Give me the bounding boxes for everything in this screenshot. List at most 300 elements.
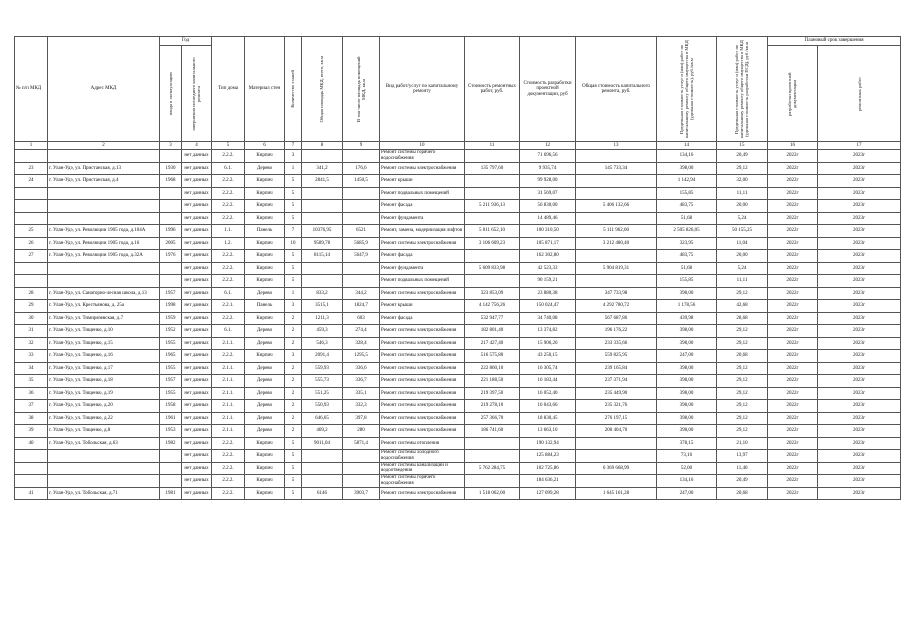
cell-work-type: Ремонт фундамента — [380, 212, 465, 225]
cell-total-area — [302, 187, 343, 200]
cell-limit-cost-design: 20,68 — [717, 350, 768, 363]
cell-work-type: Ремонт системы электроснабжения — [380, 350, 465, 363]
cell-wall-material: Дерево — [245, 387, 285, 400]
cell-year-built: 1981 — [160, 487, 182, 500]
cell-address — [48, 475, 160, 488]
cell-year-built: 1959 — [160, 312, 182, 325]
cell-year-repair: нет данных — [182, 212, 212, 225]
cell-total-area — [302, 450, 343, 463]
col-year-built-header: ввода в эксплуатацию — [160, 46, 182, 142]
cell-year-built: 1955 — [160, 362, 182, 375]
cell-plan-design: 2022г — [768, 475, 818, 488]
cell-cost-works: 5 762 284,75 — [465, 462, 520, 475]
cell-plan-design: 2022г — [768, 225, 818, 238]
cell-total-cost: 239 165,84 — [576, 362, 657, 375]
cell-house-type: 2.1.1. — [212, 387, 245, 400]
table-row — [15, 275, 901, 288]
cell-address: г. Улан-Удэ, ул. Тищенко, д.20 — [48, 400, 160, 413]
cell-year-repair: нет данных — [182, 262, 212, 275]
col-year-group-header: Год — [160, 37, 212, 46]
cell-cost-design: 102 725,86 — [520, 462, 576, 475]
cell-total-area: 1211,3 — [302, 312, 343, 325]
cell-limit-cost: 1 178,56 — [657, 300, 717, 313]
cell-floors: 5 — [285, 437, 302, 450]
cell-house-type: 2.2.2. — [212, 187, 245, 200]
cell-address: г. Улан-Удэ, ул. Тимирязевская, д.7 — [48, 312, 160, 325]
cell-plan-works: 2023г — [818, 312, 901, 325]
cell-cost-works: 516 575,80 — [465, 350, 520, 363]
col-number: 9 — [343, 142, 380, 150]
cell-cost-works: 221 188,50 — [465, 375, 520, 388]
cell-total-area — [302, 462, 343, 475]
cell-year-built: 1930 — [160, 162, 182, 175]
cell-floors: 5 — [285, 487, 302, 500]
cell-row-number: 29 — [15, 300, 48, 313]
cell-living-area — [343, 475, 380, 488]
cell-limit-cost: 398,00 — [657, 412, 717, 425]
cell-plan-works: 2023г — [818, 287, 901, 300]
table-row — [15, 300, 901, 313]
cell-year-repair: нет данных — [182, 425, 212, 438]
cell-cost-design: 190 132,94 — [520, 437, 576, 450]
table-row — [15, 400, 901, 413]
cell-year-built — [160, 200, 182, 213]
cell-work-type: Ремонт фасада — [380, 200, 465, 213]
col-address-header: Адрес МКД — [48, 37, 160, 142]
cell-living-area: 397,8 — [343, 412, 380, 425]
table-row — [15, 150, 901, 163]
cell-cost-works — [465, 212, 520, 225]
cell-limit-cost: 483,75 — [657, 250, 717, 263]
cell-work-type: Ремонт системы электроснабжения — [380, 325, 465, 338]
cell-limit-cost-design: 11,11 — [717, 275, 768, 288]
cell-limit-cost-design: 29,12 — [717, 162, 768, 175]
cell-address: г. Улан-Удэ, ул. Тищенко, д.18 — [48, 375, 160, 388]
cell-cost-works: 4 142 756,26 — [465, 300, 520, 313]
col-number: 10 — [380, 142, 465, 150]
cell-floors: 2 — [285, 362, 302, 375]
cell-year-repair: нет данных — [182, 162, 212, 175]
cell-cost-design: 14 489,46 — [520, 212, 576, 225]
cell-limit-cost-design: 28,68 — [717, 312, 768, 325]
cell-limit-cost: 134,16 — [657, 150, 717, 163]
col-plan-works-header: ремонтных работ — [818, 46, 901, 142]
cell-limit-cost-design: 20,00 — [717, 250, 768, 263]
cell-year-repair: нет данных — [182, 187, 212, 200]
cell-total-area: 646,65 — [302, 412, 343, 425]
cell-limit-cost: 398,00 — [657, 325, 717, 338]
cell-year-repair: нет данных — [182, 400, 212, 413]
cell-limit-cost: 247,00 — [657, 350, 717, 363]
cell-address — [48, 200, 160, 213]
col-total-cost-header: Общая стоимость капитального ремонта, руб. — [576, 37, 657, 142]
cell-address — [48, 462, 160, 475]
cell-total-area: 546,3 — [302, 337, 343, 350]
cell-total-cost: 5 904 819,31 — [576, 262, 657, 275]
cell-cost-design: 16 305,74 — [520, 362, 576, 375]
cell-plan-design: 2022г — [768, 287, 818, 300]
cell-row-number — [15, 275, 48, 288]
cell-year-repair: нет данных — [182, 412, 212, 425]
cell-plan-works: 2023г — [818, 162, 901, 175]
cell-living-area — [343, 262, 380, 275]
cell-row-number: 28 — [15, 287, 48, 300]
cell-work-type: Ремонт системы электроснабжения — [380, 162, 465, 175]
cell-total-cost: 237 371,94 — [576, 375, 657, 388]
cell-plan-works: 2023г — [818, 450, 901, 463]
cell-limit-cost: 155,85 — [657, 275, 717, 288]
cell-total-area: 9589,78 — [302, 237, 343, 250]
repair-plan-table — [14, 36, 901, 500]
cell-cost-design: 9 935,74 — [520, 162, 576, 175]
cell-cost-works: 219 397,50 — [465, 387, 520, 400]
cell-total-cost: 235 321,76 — [576, 400, 657, 413]
cell-work-type: Ремонт системы горячего водоснабжения — [380, 475, 465, 488]
cell-plan-design: 2022г — [768, 262, 818, 275]
cell-plan-design: 2022г — [768, 162, 818, 175]
cell-year-repair: нет данных — [182, 325, 212, 338]
cell-house-type: 2.2.1. — [212, 300, 245, 313]
cell-living-area: 1450,5 — [343, 175, 380, 188]
table-row — [15, 350, 901, 363]
table-row — [15, 237, 901, 250]
cell-address — [48, 275, 160, 288]
cell-house-type: 2.2.2. — [212, 350, 245, 363]
cell-plan-works: 2023г — [818, 400, 901, 413]
cell-plan-works: 2023г — [818, 350, 901, 363]
cell-floors: 2 — [285, 337, 302, 350]
col-number: 16 — [768, 142, 818, 150]
col-limit-cost-header: Предельная стоимость услуг и (или) работ по капитальному ремонту общего имущества в МКД (удельная стоимость), руб./кв.м — [657, 37, 717, 142]
cell-living-area: 603 — [343, 312, 380, 325]
cell-living-area — [343, 212, 380, 225]
cell-total-cost: 559 825,95 — [576, 350, 657, 363]
table-row — [15, 200, 901, 213]
cell-address — [48, 150, 160, 163]
cell-row-number — [15, 187, 48, 200]
cell-year-built — [160, 212, 182, 225]
cell-living-area: 344,2 — [343, 287, 380, 300]
cell-total-cost: 347 733,98 — [576, 287, 657, 300]
cell-cost-design: 125 884,23 — [520, 450, 576, 463]
cell-year-repair: нет данных — [182, 175, 212, 188]
cell-total-cost — [576, 212, 657, 225]
col-number: 2 — [48, 142, 160, 150]
cell-work-type: Ремонт системы электроснабжения — [380, 375, 465, 388]
cell-house-type: 1.1. — [212, 225, 245, 238]
cell-cost-design: 184 636,21 — [520, 475, 576, 488]
cell-total-cost — [576, 437, 657, 450]
cell-cost-works: 182 801,40 — [465, 325, 520, 338]
cell-cost-works — [465, 150, 520, 163]
cell-house-type: 2.2.2. — [212, 262, 245, 275]
cell-floors: 3 — [285, 300, 302, 313]
cell-plan-works: 2023г — [818, 475, 901, 488]
cell-year-repair: нет данных — [182, 312, 212, 325]
cell-limit-cost-design: 20,49 — [717, 150, 768, 163]
cell-limit-cost: 398,00 — [657, 162, 717, 175]
cell-year-repair: нет данных — [182, 475, 212, 488]
cell-wall-material: Кирпич — [245, 262, 285, 275]
cell-plan-design: 2022г — [768, 312, 818, 325]
cell-address: г. Улан-Удэ, ул. Тобольская, д.71 — [48, 487, 160, 500]
col-number: 11 — [465, 142, 520, 150]
cell-limit-cost-design: 42,68 — [717, 300, 768, 313]
cell-plan-design: 2022г — [768, 275, 818, 288]
cell-year-repair: нет данных — [182, 237, 212, 250]
cell-living-area: 332,3 — [343, 400, 380, 413]
cell-plan-works: 2023г — [818, 362, 901, 375]
cell-living-area: 5685,9 — [343, 237, 380, 250]
cell-total-area: 10376,95 — [302, 225, 343, 238]
cell-house-type: 2.2.2. — [212, 175, 245, 188]
cell-living-area: 5647,9 — [343, 250, 380, 263]
cell-cost-works: 532 947,77 — [465, 312, 520, 325]
cell-limit-cost-design: 29,12 — [717, 287, 768, 300]
cell-wall-material: Кирпич — [245, 275, 285, 288]
cell-plan-works: 2023г — [818, 487, 901, 500]
cell-cost-works — [465, 187, 520, 200]
cell-wall-material: Кирпич — [245, 250, 285, 263]
table-row — [15, 362, 901, 375]
cell-house-type: 2.1.1. — [212, 375, 245, 388]
cell-total-cost — [576, 475, 657, 488]
cell-limit-cost-design: 11,11 — [717, 187, 768, 200]
cell-work-type: Ремонт крыши — [380, 175, 465, 188]
column-number-row — [15, 142, 901, 150]
cell-cost-works: 5 211 936,13 — [465, 200, 520, 213]
cell-limit-cost: 398,00 — [657, 337, 717, 350]
table-row — [15, 487, 901, 500]
cell-row-number — [15, 475, 48, 488]
cell-total-cost: 200 404,70 — [576, 425, 657, 438]
cell-year-built: 1968 — [160, 175, 182, 188]
cell-floors: 5 — [285, 212, 302, 225]
cell-year-repair: нет данных — [182, 362, 212, 375]
cell-plan-works: 2023г — [818, 325, 901, 338]
cell-wall-material: Дерево — [245, 337, 285, 350]
cell-limit-cost: 398,00 — [657, 287, 717, 300]
cell-address — [48, 450, 160, 463]
cell-limit-cost: 247,00 — [657, 487, 717, 500]
cell-total-cost — [576, 250, 657, 263]
cell-total-area — [302, 275, 343, 288]
cell-year-repair: нет данных — [182, 225, 212, 238]
cell-year-built: 1955 — [160, 387, 182, 400]
cell-year-repair: нет данных — [182, 300, 212, 313]
cell-cost-design: 150 024,47 — [520, 300, 576, 313]
cell-house-type: 2.1.1. — [212, 337, 245, 350]
cell-work-type: Ремонт системы отопления — [380, 437, 465, 450]
cell-row-number: 27 — [15, 250, 48, 263]
cell-work-type: Ремонт системы электроснабжения — [380, 362, 465, 375]
cell-row-number: 24 — [15, 175, 48, 188]
cell-work-type: Ремонт системы электроснабжения — [380, 387, 465, 400]
cell-total-area — [302, 475, 343, 488]
cell-wall-material: Дерево — [245, 287, 285, 300]
col-cost-design-header: Стоимость разработки проектной документации, руб — [520, 37, 576, 142]
cell-living-area: 1824,7 — [343, 300, 380, 313]
cell-address — [48, 187, 160, 200]
cell-house-type: 2.2.2. — [212, 275, 245, 288]
col-limit-cost2-header: Предельная стоимость услуг и (или) работ по капитальному ремонту общего имущества в МКД (удельная стоимость разработки ПСД), руб./кв.м — [717, 37, 768, 142]
cell-plan-design: 2022г — [768, 337, 818, 350]
cell-year-built: 1961 — [160, 412, 182, 425]
table-row — [15, 175, 901, 188]
cell-row-number: 31 — [15, 325, 48, 338]
cell-cost-works: 217 427,40 — [465, 337, 520, 350]
cell-limit-cost: 155,85 — [657, 187, 717, 200]
cell-cost-works: 323 853,09 — [465, 287, 520, 300]
cell-work-type: Ремонт системы холодного водоснабжения — [380, 450, 465, 463]
cell-total-cost: 233 335,66 — [576, 337, 657, 350]
cell-plan-design: 2022г — [768, 150, 818, 163]
cell-limit-cost-design: 50 155,25 — [717, 225, 768, 238]
cell-total-cost — [576, 275, 657, 288]
cell-year-built — [160, 450, 182, 463]
cell-work-type: Ремонт системы электроснабжения — [380, 287, 465, 300]
cell-living-area: 280 — [343, 425, 380, 438]
cell-total-area: 833,2 — [302, 287, 343, 300]
cell-row-number: 23 — [15, 162, 48, 175]
cell-cost-design: 42 523,33 — [520, 262, 576, 275]
cell-row-number: 38 — [15, 412, 48, 425]
col-number: 17 — [818, 142, 901, 150]
cell-limit-cost: 398,00 — [657, 387, 717, 400]
cell-total-cost: 1 645 161,28 — [576, 487, 657, 500]
cell-address: г. Улан-Удэ, ул. Тищенко, д.22 — [48, 412, 160, 425]
cell-limit-cost: 398,00 — [657, 362, 717, 375]
cell-living-area — [343, 150, 380, 163]
table-row — [15, 387, 901, 400]
cell-limit-cost-design: 11,04 — [717, 237, 768, 250]
cell-house-type: 2.1.1. — [212, 362, 245, 375]
cell-floors: 5 — [285, 187, 302, 200]
cell-address: г. Улан-Удэ, ул. Крестьянова, д. 25а — [48, 300, 160, 313]
cell-limit-cost-design: 5,24 — [717, 262, 768, 275]
cell-living-area: 6521 — [343, 225, 380, 238]
cell-address: г. Улан-Удэ, ул. Тищенко, д.17 — [48, 362, 160, 375]
cell-house-type: 2.2.2. — [212, 150, 245, 163]
cell-row-number — [15, 212, 48, 225]
table-row — [15, 462, 901, 475]
cell-year-built: 1952 — [160, 325, 182, 338]
cell-work-type: Ремонт подвальных помещений — [380, 187, 465, 200]
cell-row-number: 26 — [15, 237, 48, 250]
cell-house-type: 2.1.1. — [212, 412, 245, 425]
cell-total-area: 9011,04 — [302, 437, 343, 450]
cell-total-area: 459,3 — [302, 325, 343, 338]
cell-floors: 7 — [285, 225, 302, 238]
cell-year-built: 1976 — [160, 250, 182, 263]
cell-work-type: Ремонт фундамента — [380, 262, 465, 275]
col-number: 7 — [285, 142, 302, 150]
cell-total-area: 551,25 — [302, 387, 343, 400]
cell-cost-design: 34 740,08 — [520, 312, 576, 325]
cell-plan-design: 2022г — [768, 362, 818, 375]
cell-cost-design: 18 830,45 — [520, 412, 576, 425]
cell-plan-design: 2022г — [768, 450, 818, 463]
cell-cost-design: 100 310,50 — [520, 225, 576, 238]
cell-year-built: 1957 — [160, 375, 182, 388]
cell-limit-cost: 439,98 — [657, 312, 717, 325]
cell-house-type: 2.2.2. — [212, 437, 245, 450]
cell-address: г. Улан-Удэ, ул. Пристанская, д.13 — [48, 162, 160, 175]
cell-work-type: Ремонт системы электроснабжения — [380, 487, 465, 500]
cell-limit-cost-design: 29,12 — [717, 362, 768, 375]
cell-cost-design: 13 374,82 — [520, 325, 576, 338]
table-row — [15, 450, 901, 463]
col-number: 5 — [212, 142, 245, 150]
cell-year-repair: нет данных — [182, 275, 212, 288]
cell-work-type: Ремонт системы электроснабжения — [380, 400, 465, 413]
table-row — [15, 425, 901, 438]
cell-cost-works: 5 609 833,98 — [465, 262, 520, 275]
cell-plan-works: 2023г — [818, 462, 901, 475]
cell-floors: 2 — [285, 412, 302, 425]
cell-plan-works: 2023г — [818, 300, 901, 313]
cell-year-repair: нет данных — [182, 375, 212, 388]
cell-living-area — [343, 450, 380, 463]
cell-row-number: 34 — [15, 362, 48, 375]
cell-wall-material: Кирпич — [245, 200, 285, 213]
cell-address — [48, 212, 160, 225]
cell-cost-works: 186 741,60 — [465, 425, 520, 438]
cell-plan-design: 2022г — [768, 425, 818, 438]
cell-year-repair: нет данных — [182, 437, 212, 450]
cell-plan-works: 2023г — [818, 262, 901, 275]
cell-cost-design: 127 099,28 — [520, 487, 576, 500]
cell-wall-material: Дерево — [245, 425, 285, 438]
cell-plan-design: 2022г — [768, 437, 818, 450]
cell-plan-design: 2022г — [768, 412, 818, 425]
cell-year-built: 1958 — [160, 400, 182, 413]
cell-limit-cost: 134,16 — [657, 475, 717, 488]
cell-limit-cost-design: 29,12 — [717, 425, 768, 438]
cell-cost-design: 162 302,80 — [520, 250, 576, 263]
cell-row-number: 32 — [15, 337, 48, 350]
cell-cost-design: 16 183,44 — [520, 375, 576, 388]
cell-total-area: 2091,4 — [302, 350, 343, 363]
cell-cost-works — [465, 175, 520, 188]
cell-house-type: 2.1.1. — [212, 400, 245, 413]
cell-plan-design: 2022г — [768, 350, 818, 363]
cell-cost-works: 219 278,10 — [465, 400, 520, 413]
cell-year-built: 1982 — [160, 437, 182, 450]
cell-wall-material: Панель — [245, 225, 285, 238]
cell-plan-design: 2022г — [768, 175, 818, 188]
cell-plan-works: 2023г — [818, 237, 901, 250]
table-row — [15, 312, 901, 325]
cell-floors: 2 — [285, 400, 302, 413]
cell-total-area — [302, 212, 343, 225]
cell-limit-cost-design: 11,40 — [717, 462, 768, 475]
cell-living-area: 274,4 — [343, 325, 380, 338]
cell-limit-cost-design: 13,97 — [717, 450, 768, 463]
cell-year-built — [160, 462, 182, 475]
cell-total-cost: 567 687,86 — [576, 312, 657, 325]
cell-wall-material: Панель — [245, 300, 285, 313]
cell-limit-cost-design: 29,12 — [717, 337, 768, 350]
table-row — [15, 375, 901, 388]
cell-work-type: Ремонт системы электроснабжения — [380, 237, 465, 250]
cell-row-number — [15, 262, 48, 275]
cell-wall-material: Кирпич — [245, 150, 285, 163]
cell-wall-material: Кирпич — [245, 175, 285, 188]
cell-row-number: 39 — [15, 425, 48, 438]
cell-floors: 5 — [285, 462, 302, 475]
cell-row-number: 41 — [15, 487, 48, 500]
